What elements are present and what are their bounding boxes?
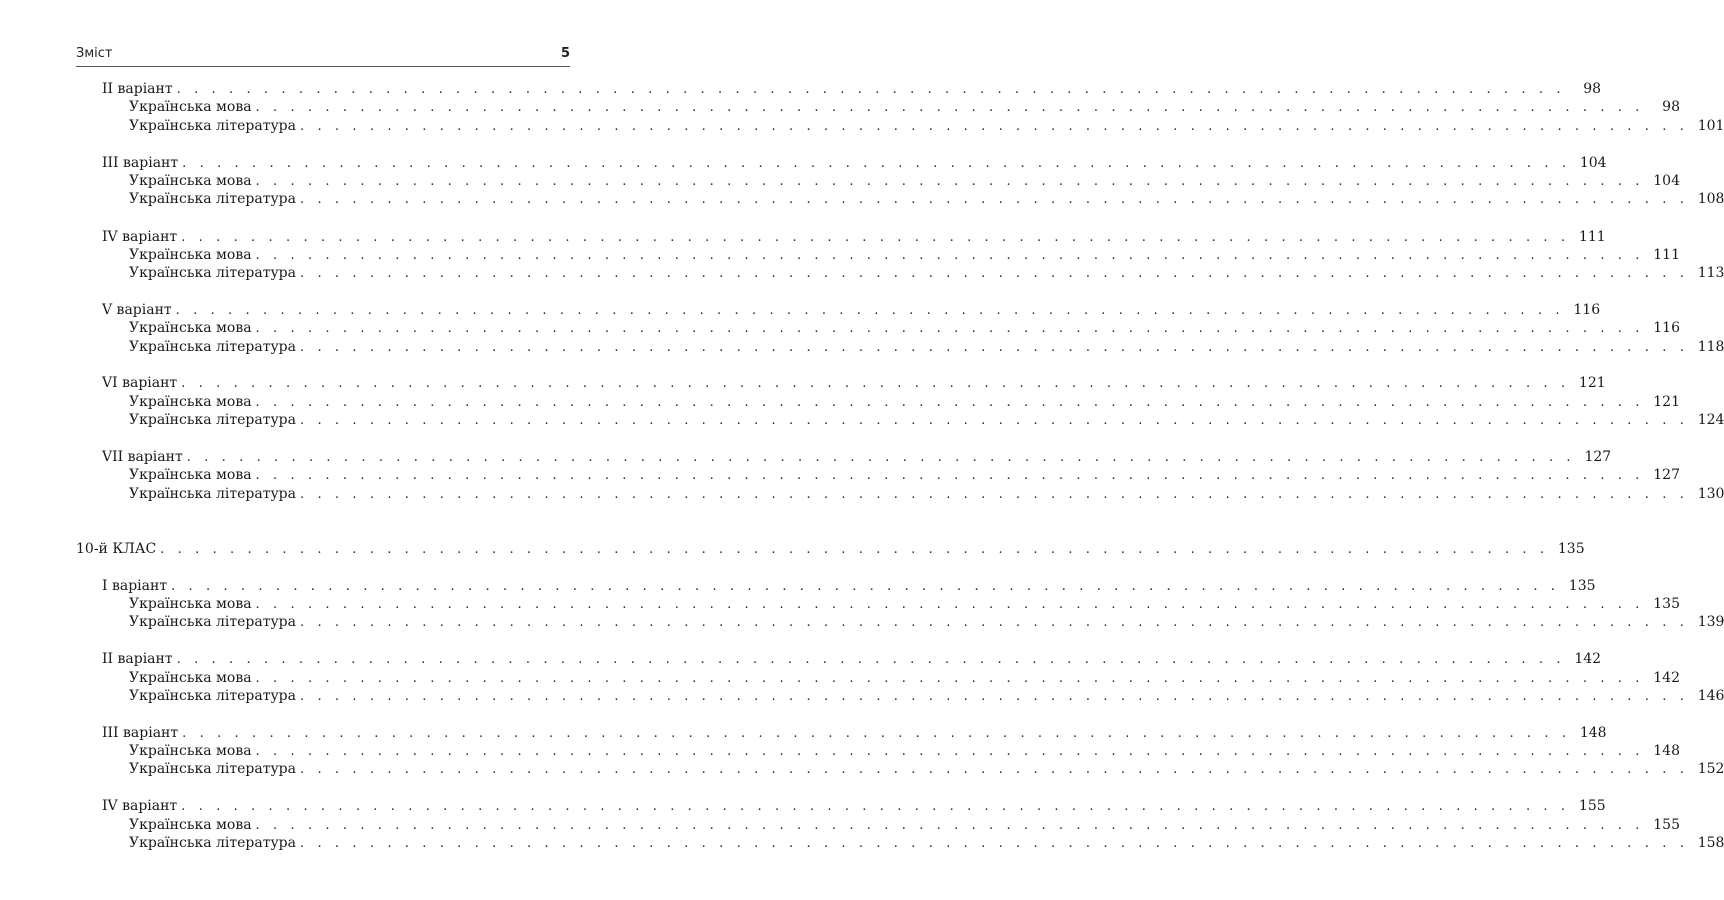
toc-entry-page: 142 (1574, 651, 1602, 667)
toc-entry-page: 135 (1557, 541, 1585, 557)
dot-leader: . . . . . . . . . . . . . . . . . . . . . . . . . . . . . . . . . . . . . . . . . . . . . . . . . . . . . . . . . . . . . . . . . . . . . . . . . . . . . . . . (186, 450, 1576, 465)
toc-variant-entry (102, 650, 1602, 668)
dot-leader: . . . . . . . . . . . . . . . . . . . . . . . . . . . . . . . . . . . . . . . . . . . . . . . . . . . . . . . . . . . . . . . . . . . . . . . . . . . . . . . . (255, 321, 1644, 336)
toc-subject-entry (129, 816, 1680, 834)
toc-entry-label: III варіант (102, 155, 179, 171)
page-number: 5 (560, 46, 570, 61)
toc-variant-entry (102, 448, 1612, 466)
dot-leader: . . . . . . . . . . . . . . . . . . . . . . . . . . . . . . . . . . . . . . . . . . . . . . . . . . . . . . . . . . . . . . . . . . . . . . . . . . . . . . . . (300, 413, 1689, 428)
dot-leader: . . . . . . . . . . . . . . . . . . . . . . . . . . . . . . . . . . . . . . . . . . . . . . . . . . . . . . . . . . . . . . . . . . . . . . . . . . . . . . . . (255, 468, 1644, 483)
toc-entry-label: Українська мова (129, 596, 252, 612)
toc-entry-page: 113 (1697, 265, 1724, 281)
toc-entry-page: 152 (1697, 761, 1724, 777)
toc-entry-label: V варіант (102, 302, 172, 318)
toc-variant-entry (102, 228, 1606, 246)
dot-leader: . . . . . . . . . . . . . . . . . . . . . . . . . . . . . . . . . . . . . . . . . . . . . . . . . . . . . . . . . . . . . . . . . . . . . . . . . . . . . . . . (300, 266, 1689, 281)
toc-entry-page: 111 (1653, 247, 1680, 263)
toc-section-entry (76, 540, 1585, 558)
dot-leader: . . . . . . . . . . . . . . . . . . . . . . . . . . . . . . . . . . . . . . . . . . . . . . . . . . . . . . . . . . . . . . . . . . . . . . . . . . . . . . . . (300, 689, 1689, 704)
dot-leader: . . . . . . . . . . . . . . . . . . . . . . . . . . . . . . . . . . . . . . . . . . . . . . . . . . . . . . . . . . . . . . . . . . . . . . . . . . . . . . . . (255, 744, 1644, 759)
toc-entry-label: I варіант (102, 578, 168, 594)
toc-entry-label: Українська мова (129, 247, 252, 263)
toc-subject-entry (129, 834, 1724, 852)
toc-entry-page: 142 (1653, 670, 1680, 686)
toc-entry-page: 127 (1653, 467, 1680, 483)
toc-variant-entry (102, 577, 1596, 595)
dot-leader: . . . . . . . . . . . . . . . . . . . . . . . . . . . . . . . . . . . . . . . . . . . . . . . . . . . . . . . . . . . . . . . . . . . . . . . . . . . . . . . . (255, 818, 1644, 833)
dot-leader: . . . . . . . . . . . . . . . . . . . . . . . . . . . . . . . . . . . . . . . . . . . . . . . . . . . . . . . . . . . . . . . . . . . . . . . . . . . . . . . . (171, 579, 1560, 594)
dot-leader: . . . . . . . . . . . . . . . . . . . . . . . . . . . . . . . . . . . . . . . . . . . . . . . . . . . . . . . . . . . . . . . . . . . . . . . . . . . . . . . . (300, 615, 1689, 630)
toc-entry-label: III варіант (102, 725, 179, 741)
toc-subject-entry (129, 117, 1724, 135)
toc-subject-entry (129, 411, 1724, 429)
toc-variant-entry (102, 797, 1606, 815)
toc-variant-entry (102, 724, 1607, 742)
toc-entry-page: 130 (1697, 486, 1724, 502)
toc-variant-entry (102, 301, 1601, 319)
toc-entry-page: 121 (1578, 375, 1606, 391)
toc-subject-entry (129, 190, 1724, 208)
dot-leader: . . . . . . . . . . . . . . . . . . . . . . . . . . . . . . . . . . . . . . . . . . . . . . . . . . . . . . . . . . . . . . . . . . . . . . . . . . . . . . . . (255, 248, 1644, 263)
toc-variant-entry (102, 374, 1606, 392)
toc-entry-label: IV варіант (102, 229, 178, 245)
toc-subject-entry (129, 172, 1680, 190)
dot-leader: . . . . . . . . . . . . . . . . . . . . . . . . . . . . . . . . . . . . . . . . . . . . . . . . . . . . . . . . . . . . . . . . . . . . . . . . . . . . . . . . (255, 174, 1644, 189)
dot-leader: . . . . . . . . . . . . . . . . . . . . . . . . . . . . . . . . . . . . . . . . . . . . . . . . . . . . . . . . . . . . . . . . . . . . . . . . . . . . . . . . (182, 156, 1571, 171)
toc-entry-page: 155 (1653, 817, 1680, 833)
toc-entry-page: 135 (1568, 578, 1596, 594)
toc-entry-label: Українська мова (129, 670, 252, 686)
toc-subject-entry (129, 687, 1724, 705)
toc-subject-entry (129, 613, 1724, 631)
toc-entry-label: Українська література (129, 118, 296, 134)
toc-entry-page: 98 (1583, 81, 1602, 97)
dot-leader: . . . . . . . . . . . . . . . . . . . . . . . . . . . . . . . . . . . . . . . . . . . . . . . . . . . . . . . . . . . . . . . . . . . . . . . . . . . . . . . . (176, 82, 1566, 97)
toc-subject-entry (129, 485, 1724, 503)
toc-entry-page: 135 (1653, 596, 1680, 612)
toc-entry-label: Українська література (129, 614, 296, 630)
toc-variant-entry (102, 154, 1607, 172)
page-title: Зміст (76, 46, 113, 61)
toc-entry-label: Українська мова (129, 467, 252, 483)
dot-leader: . . . . . . . . . . . . . . . . . . . . . . . . . . . . . . . . . . . . . . . . . . . . . . . . . . . . . . . . . . . . . . . . . . . . . . . . . . . . . . . . (300, 836, 1689, 851)
toc-entry-label: Українська література (129, 835, 296, 851)
toc-entry-page: 146 (1697, 688, 1724, 704)
dot-leader: . . . . . . . . . . . . . . . . . . . . . . . . . . . . . . . . . . . . . . . . . . . . . . . . . . . . . . . . . . . . . . . . . . . . . . . . . . . . . . . . (300, 192, 1689, 207)
dot-leader: . . . . . . . . . . . . . . . . . . . . . . . . . . . . . . . . . . . . . . . . . . . . . . . . . . . . . . . . . . . . . . . . . . . . . . . . . . . . . . . . (182, 726, 1571, 741)
toc-entry-label: II варіант (102, 651, 173, 667)
toc-subject-entry (129, 264, 1724, 282)
dot-leader: . . . . . . . . . . . . . . . . . . . . . . . . . . . . . . . . . . . . . . . . . . . . . . . . . . . . . . . . . . . . . . . . . . . . . . . . . . . . . . . . (255, 671, 1644, 686)
toc-entry-label: Українська мова (129, 743, 252, 759)
toc-subject-entry (129, 98, 1680, 116)
toc-entry-page: 139 (1697, 614, 1724, 630)
dot-leader: . . . . . . . . . . . . . . . . . . . . . . . . . . . . . . . . . . . . . . . . . . . . . . . . . . . . . . . . . . . . . . . . . . . . . . . . . . . . . . . . (175, 303, 1565, 318)
dot-leader: . . . . . . . . . . . . . . . . . . . . . . . . . . . . . . . . . . . . . . . . . . . . . . . . . . . . . . . . . . . . . . . . . . . . . . . . . . . . . . . . (300, 119, 1689, 134)
toc-entry-label: Українська мова (129, 394, 252, 410)
dot-leader: . . . . . . . . . . . . . . . . . . . . . . . . . . . . . . . . . . . . . . . . . . . . . . . . . . . . . . . . . . . . . . . . . . . . . . . . . . . . . . . . (181, 799, 1570, 814)
dot-leader: . . . . . . . . . . . . . . . . . . . . . . . . . . . . . . . . . . . . . . . . . . . . . . . . . . . . . . . . . . . . . . . . . . . . . . . . . . . . . . . . (176, 652, 1566, 667)
toc-subject-entry (129, 466, 1680, 484)
toc-entry-label: 10-й КЛАС (76, 541, 157, 557)
toc-entry-label: VII варіант (102, 449, 183, 465)
toc-entry-label: IV варіант (102, 798, 178, 814)
toc-entry-page: 155 (1578, 798, 1606, 814)
toc-entry-page: 104 (1653, 173, 1680, 189)
toc-entry-page: 158 (1697, 835, 1724, 851)
toc-entry-page: 101 (1697, 118, 1724, 134)
toc-entry-page: 124 (1697, 412, 1724, 428)
toc-entry-page: 104 (1579, 155, 1607, 171)
toc-entry-page: 148 (1653, 743, 1680, 759)
toc-entry-label: Українська література (129, 412, 296, 428)
toc-subject-entry (129, 760, 1724, 778)
toc-entry-label: Українська література (129, 761, 296, 777)
toc-entry-label: II варіант (102, 81, 173, 97)
dot-leader: . . . . . . . . . . . . . . . . . . . . . . . . . . . . . . . . . . . . . . . . . . . . . . . . . . . . . . . . . . . . . . . . . . . . . . . . . . . . . . . . (300, 762, 1689, 777)
toc-entry-label: Українська мова (129, 99, 252, 115)
toc-subject-entry (129, 319, 1680, 337)
dot-leader: . . . . . . . . . . . . . . . . . . . . . . . . . . . . . . . . . . . . . . . . . . . . . . . . . . . . . . . . . . . . . . . . . . . . . . . . . . . . . . . . (255, 597, 1644, 612)
toc-entry-label: Українська мова (129, 320, 252, 336)
dot-leader: . . . . . . . . . . . . . . . . . . . . . . . . . . . . . . . . . . . . . . . . . . . . . . . . . . . . . . . . . . . . . . . . . . . . . . . . . . . . . . . . (300, 487, 1689, 502)
toc-entry-page: 127 (1584, 449, 1612, 465)
toc-entry-label: Українська література (129, 688, 296, 704)
toc-entry-page: 116 (1573, 302, 1601, 318)
dot-leader: . . . . . . . . . . . . . . . . . . . . . . . . . . . . . . . . . . . . . . . . . . . . . . . . . . . . . . . . . . . . . . . . . . . . . . . . . . . . . . . . (255, 395, 1644, 410)
toc-entry-page: 111 (1578, 229, 1606, 245)
toc-subject-entry (129, 742, 1680, 760)
toc-entry-page: 116 (1653, 320, 1680, 336)
toc-entry-page: 148 (1579, 725, 1607, 741)
dot-leader: . . . . . . . . . . . . . . . . . . . . . . . . . . . . . . . . . . . . . . . . . . . . . . . . . . . . . . . . . . . . . . . . . . . . . . . . . . . . . . . . (300, 340, 1689, 355)
dot-leader: . . . . . . . . . . . . . . . . . . . . . . . . . . . . . . . . . . . . . . . . . . . . . . . . . . . . . . . . . . . . . . . . . . . . . . . . . . . . . . . . (255, 100, 1644, 115)
toc-subject-entry (129, 338, 1724, 356)
toc-entry-page: 98 (1662, 99, 1680, 115)
toc-entry-label: Українська література (129, 191, 296, 207)
toc-entry-page: 121 (1653, 394, 1680, 410)
toc-entry-label: Українська мова (129, 173, 252, 189)
toc-subject-entry (129, 393, 1680, 411)
toc-entry-label: VI варіант (102, 375, 178, 391)
toc-entry-label: Українська література (129, 339, 296, 355)
dot-leader: . . . . . . . . . . . . . . . . . . . . . . . . . . . . . . . . . . . . . . . . . . . . . . . . . . . . . . . . . . . . . . . . . . . . . . . . . . . . . . . . (181, 376, 1570, 391)
toc-entry-label: Українська література (129, 265, 296, 281)
toc-variant-entry (102, 80, 1602, 98)
toc-subject-entry (129, 669, 1680, 687)
dot-leader: . . . . . . . . . . . . . . . . . . . . . . . . . . . . . . . . . . . . . . . . . . . . . . . . . . . . . . . . . . . . . . . . . . . . . . . . . . . . . . . . (160, 542, 1549, 557)
toc-entry-page: 108 (1697, 191, 1724, 207)
toc-entry-page: 118 (1697, 339, 1724, 355)
toc-subject-entry (129, 246, 1680, 264)
toc-subject-entry (129, 595, 1680, 613)
toc-entry-label: Українська мова (129, 817, 252, 833)
toc-entry-label: Українська література (129, 486, 296, 502)
dot-leader: . . . . . . . . . . . . . . . . . . . . . . . . . . . . . . . . . . . . . . . . . . . . . . . . . . . . . . . . . . . . . . . . . . . . . . . . . . . . . . . . (181, 230, 1570, 245)
